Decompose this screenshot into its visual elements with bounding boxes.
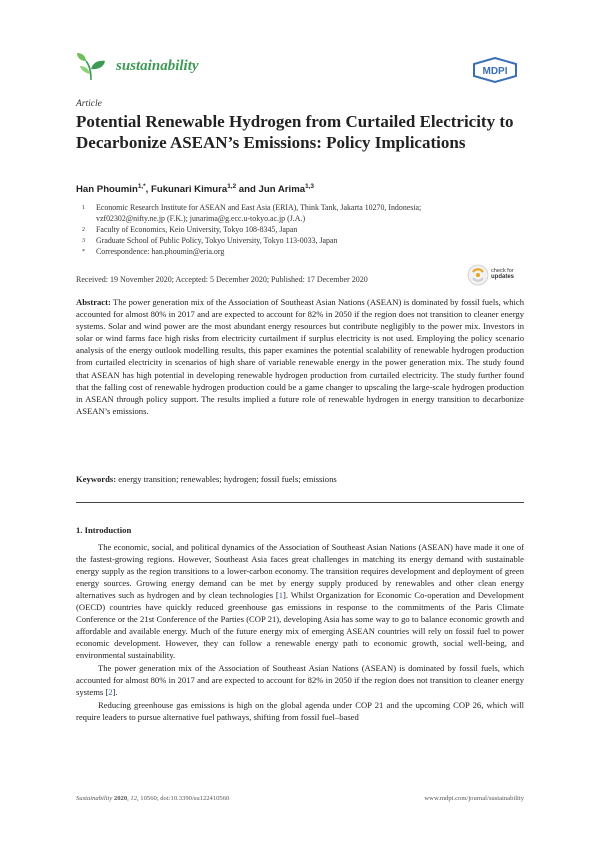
paragraph — [76, 541, 524, 661]
affiliation-item — [76, 214, 526, 225]
paragraph — [76, 699, 524, 723]
abstract-label: Abstract: — [76, 297, 111, 307]
footer-citation: Sustainability 2020, 12, 10560; doi:10.3390/su122410560 — [76, 795, 230, 802]
affiliation-text: vzf02302@nifty.ne.jp (F.K.); junarima@g.ecc.u-tokyo.ac.jp (J.A.) — [96, 213, 306, 223]
affiliation-text: Faculty of Economics, Keio University, Tokyo 108-8345, Japan — [96, 224, 298, 234]
citation-link[interactable]: 2 — [108, 687, 113, 697]
abstract — [76, 296, 524, 417]
paragraph-text: The economic, social, and political dynamics of the Association of Southeast Asian Nations (ASEAN) have made it one of the fastest-growing regions. However, Southeast Asia faces great challenges in matching its energy demand with sustainable energy supply as the region transitions to a lower-carbon economy. The transition requires development and deployment of green energy sources. Growing energy demand can be met by energy supply produced by renewables and other clean energy alternatives such as hydrogen and by clean technologies [ — [76, 542, 524, 600]
mdpi-logo-text: MDPI — [482, 66, 508, 77]
author-affil-sup: 1,2 — [227, 183, 237, 190]
abstract-text: The power generation mix of the Association of Southeast Asian Nations (ASEAN) is dominated by fossil fuels, which accounted for almost 80% in 2017 and are expected to account for 82% in 2050 if the region does not transition to cleaner energy systems. Solar and wind power are the most abundant energy resources but contribute negligibly to the power mix. Investors in solar or wind farms face high risks from electricity curtailment if surplus electricity is not used. Employing the policy scenario analysis of the energy outlook modelling results, this paper examines the potential scalability of renewable hydrogen production from curtailed electricity in scenarios of high share of variable renewable energy in the power generation mix. The study found that ASEAN has high potential in developing renewable hydrogen production from curtailed electricity. The study further found that the falling cost of renewable hydrogen production could be a game changer to upscaling the large-scale hydrogen production in ASEAN through policy support. The results implied a future role of renewable hydrogen in energy transition to decarbonize ASEAN’s emissions. — [76, 297, 524, 416]
check-updates-label — [491, 268, 514, 281]
article-title: Potential Renewable Hydrogen from Curtailed Electricity to Decarbonize ASEAN’s Emissions: Policy Implications — [76, 112, 514, 152]
affiliation-text: Economic Research Institute for ASEAN and East Asia (ERIA), Think Tank, Jakarta 10270, Indonesia; — [96, 203, 422, 212]
check-for-updates-button[interactable] — [467, 264, 523, 286]
author-separator: , — [145, 184, 151, 195]
footer-year: 2020 — [113, 795, 128, 802]
author-name: Han Phoumin — [76, 184, 138, 195]
affiliation-list — [76, 203, 526, 258]
author-affil-sup: 1,3 — [305, 183, 314, 190]
footer-journal-url[interactable]: www.mdpi.com/journal/sustainability — [424, 795, 524, 802]
keywords — [76, 474, 524, 484]
footer-doi: , 10560; doi:10.3390/su122410560 — [137, 795, 230, 802]
author-and: and — [236, 184, 259, 195]
affiliation-number — [76, 214, 96, 225]
author-list — [76, 183, 314, 195]
author-name: Jun Arima — [258, 184, 306, 195]
correspondence-marker: * — [82, 248, 85, 255]
publication-dates: Received: 19 November 2020; Accepted: 5 December 2020; Published: 17 December 2020 — [76, 275, 368, 284]
correspondence-text: Correspondence: han.phoumin@eria.org — [96, 246, 225, 256]
paragraph — [76, 662, 524, 698]
affiliation-number: 2 — [82, 226, 85, 233]
check-updates-line1: check for — [491, 268, 514, 274]
article-type: Article — [76, 99, 102, 109]
journal-name: sustainability — [116, 58, 199, 74]
paragraph-text: ]. Whilst Organization for Economic Co-operation and Development (OECD) countries have quickly reduced greenhouse gas emissions in response to the commitments of the Paris Climate Conference or the 21st Conference of the Parties (COP 21), developing Asia has some way to go to balance economic growth and affordable and available energy. Much of the future energy mix of emerging ASEAN countries will rely on fossil fuel to power economic development. However, they can follow a renewable energy path to economic growth, social well-being, and environmental sustainability. — [76, 590, 524, 660]
check-updates-badge-icon — [467, 264, 489, 286]
affiliation-item — [76, 236, 526, 247]
affiliation-number: 1 — [82, 205, 85, 211]
paragraph-text: Reducing greenhouse gas emissions is high on the global agenda under COP 21 and the upcoming COP 26, which will require leaders to pursue alternative fuel pathways, shifting from fossil fuel–based — [76, 700, 524, 722]
author-name: Fukunari Kimura — [151, 184, 228, 195]
paragraph-text: ]. — [112, 687, 118, 697]
affiliation-item — [76, 203, 526, 214]
keywords-label: Keywords: — [76, 474, 117, 484]
paragraph-text: The power generation mix of the Association of Southeast Asian Nations (ASEAN) is dominated by fossil fuels, which accounted for almost 80% in 2017 and are expected to account for 82% in 2050 if the region does not transition to cleaner energy systems [ — [76, 663, 524, 697]
affiliation-number: 3 — [82, 237, 85, 244]
keywords-text: energy transition; renewables; hydrogen; fossil fuels; emissions — [118, 474, 337, 484]
citation-link[interactable]: 1 — [278, 590, 284, 600]
introduction-body — [76, 541, 524, 724]
author-affil-sup: 1,* — [137, 183, 146, 190]
footer-journal: Sustainability — [76, 795, 113, 802]
affiliation-item — [76, 225, 526, 236]
footer-volume: 12 — [130, 795, 137, 802]
mdpi-logo — [471, 57, 519, 83]
sustainability-leaf-logo-icon — [76, 52, 106, 82]
affiliation-text: Graduate School of Public Policy, Tokyo University, Tokyo 113-0033, Japan — [96, 235, 338, 245]
affiliation-item — [76, 247, 526, 258]
section-heading-introduction: 1. Introduction — [76, 525, 132, 535]
check-updates-line2: updates — [491, 274, 515, 281]
section-divider — [76, 502, 524, 503]
